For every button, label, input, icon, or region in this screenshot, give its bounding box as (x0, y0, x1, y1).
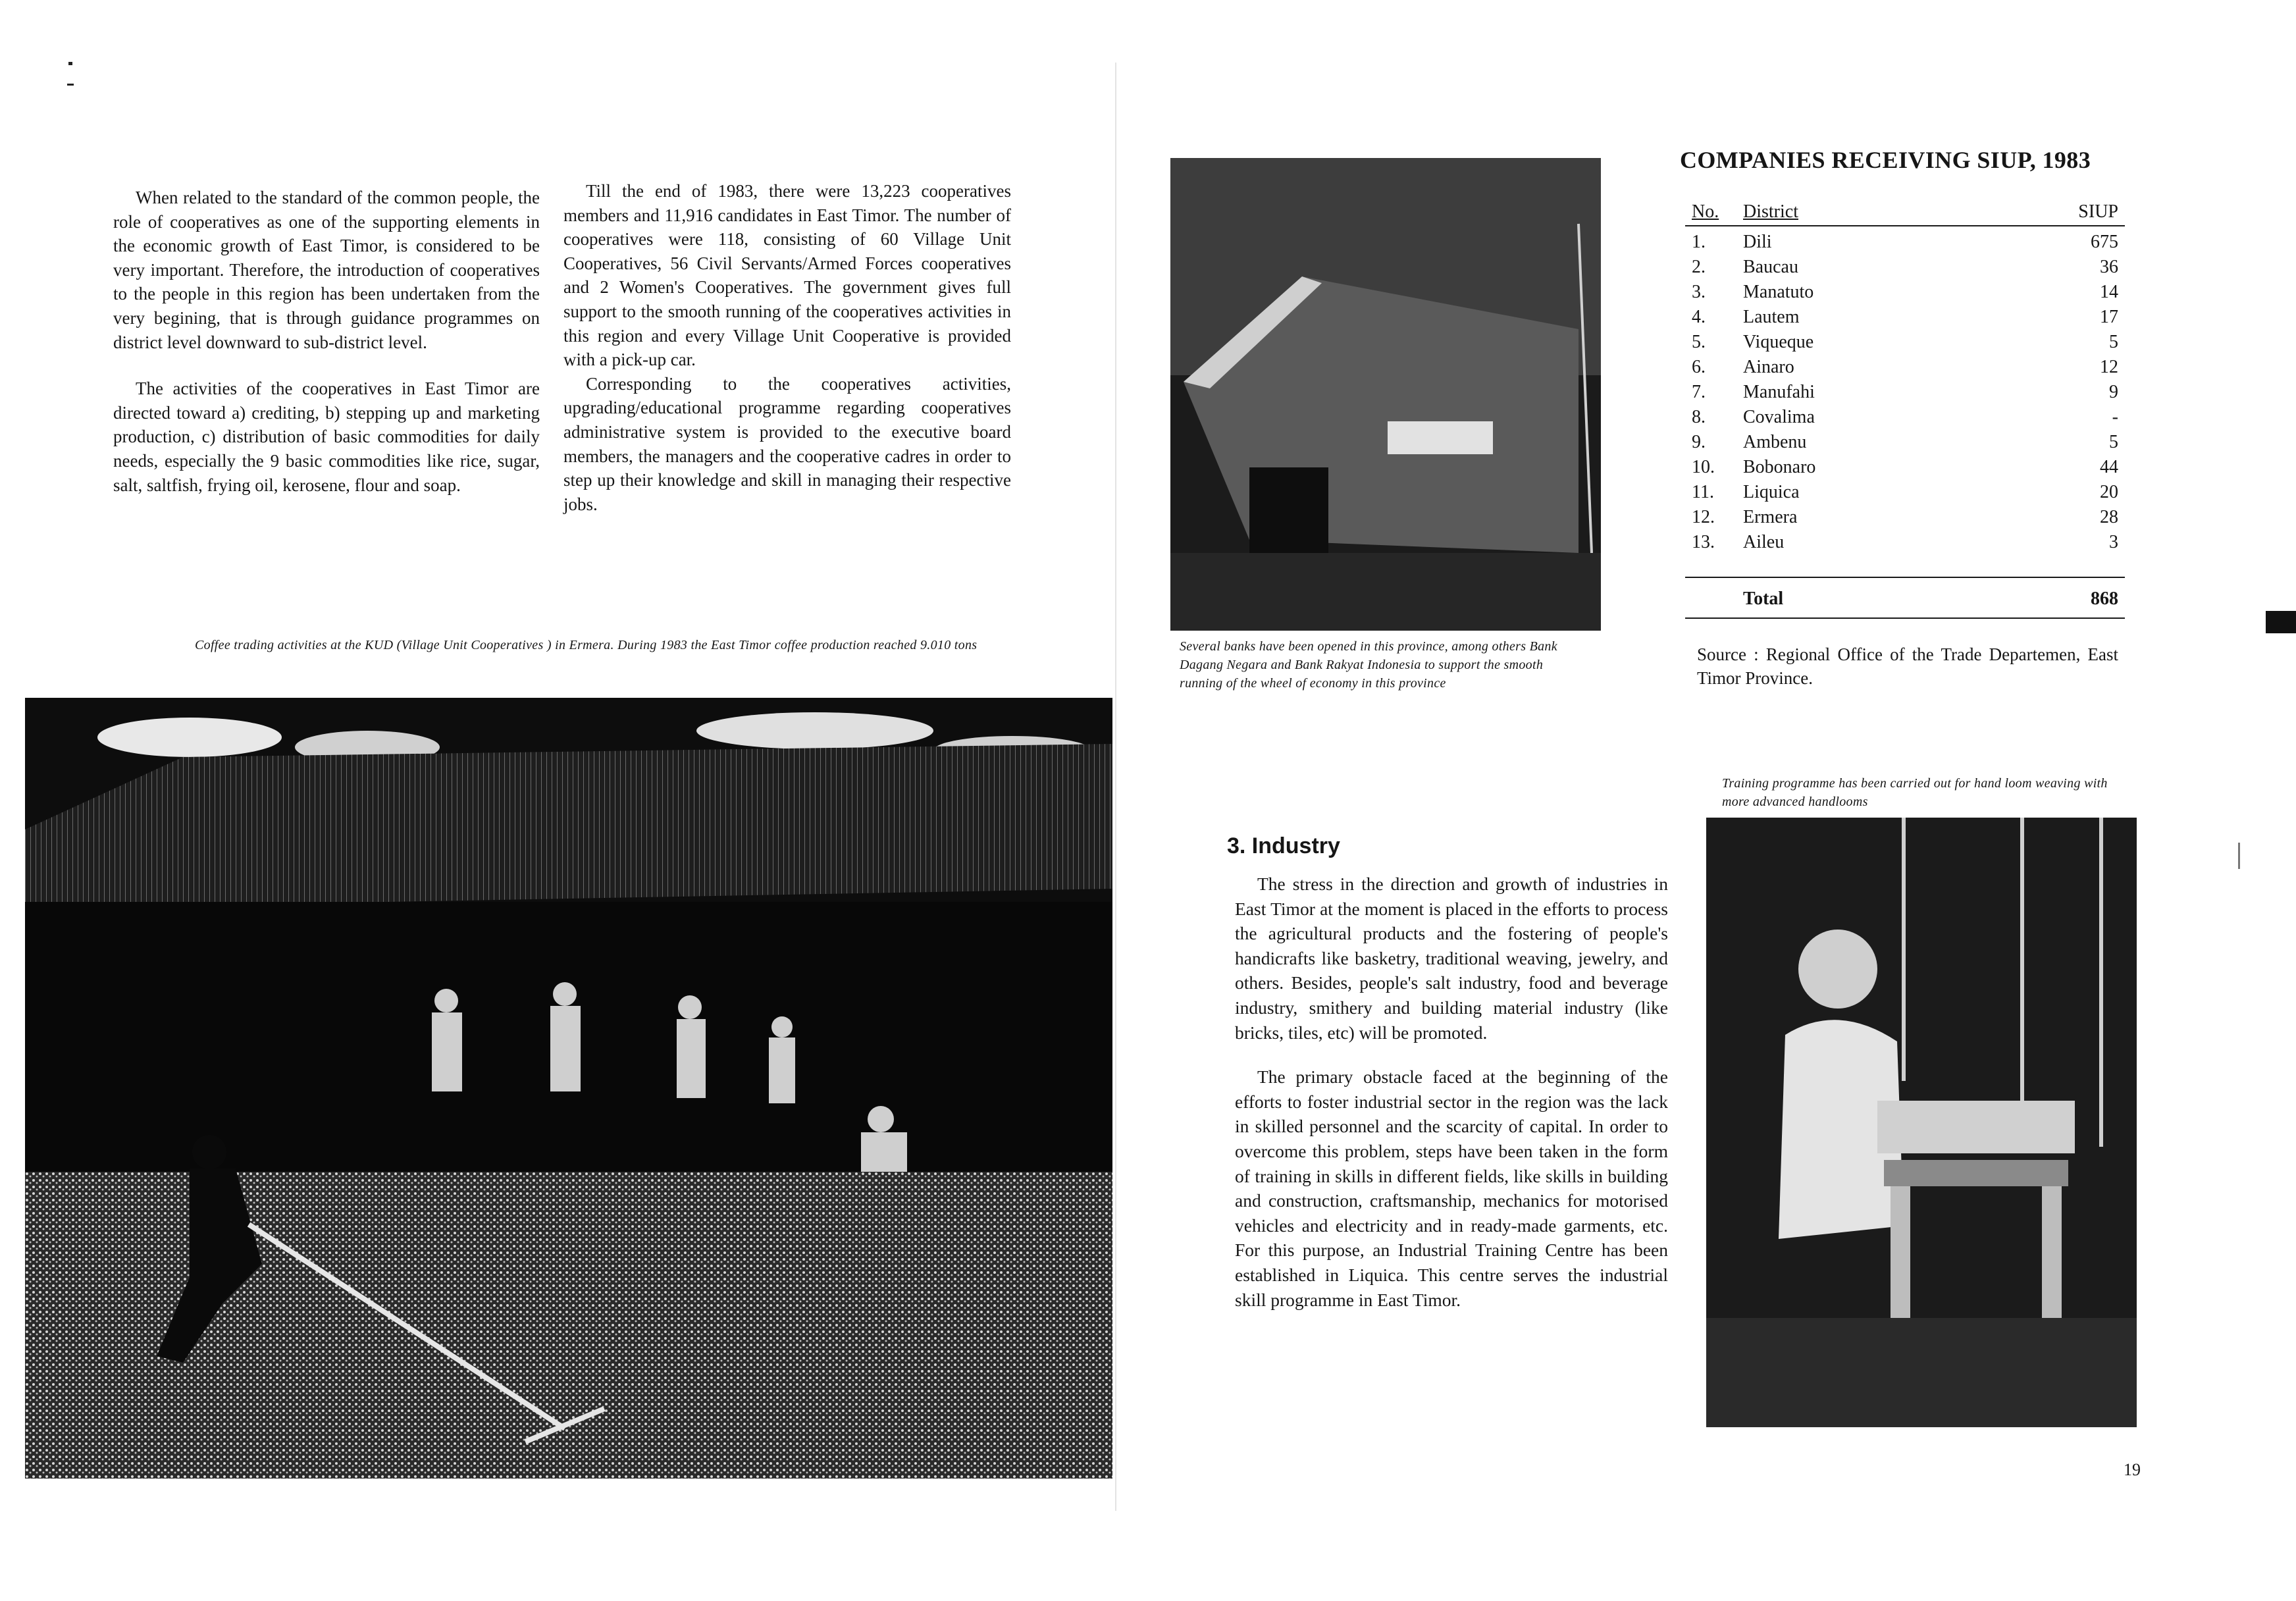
gutter-line (1115, 63, 1116, 1511)
row-no: 12. (1692, 507, 1715, 527)
left-column-2 (563, 179, 1011, 538)
scan-mark (68, 62, 72, 65)
total-rule-bottom (1685, 617, 2125, 619)
total-rule-top (1685, 577, 2125, 578)
table-row (1685, 257, 2125, 282)
paragraph: Corresponding to the cooperatives activities, upgrading/educational programme regarding cooperatives administrative system is provided to the executive board members, the managers and the cooperative cadres in order to step up their knowledge and skill in managing their respective jobs. (563, 373, 1011, 514)
table-row (1685, 407, 2125, 432)
row-no: 9. (1692, 432, 1706, 452)
row-no: 3. (1692, 282, 1706, 302)
table-row (1685, 382, 2125, 407)
row-value: 20 (2100, 482, 2118, 502)
row-no: 8. (1692, 407, 1706, 427)
row-value: 28 (2100, 507, 2118, 527)
row-value: 9 (2109, 382, 2118, 402)
row-value: 5 (2109, 432, 2118, 452)
row-district: Bobonaro (1743, 457, 1816, 477)
table-row (1685, 357, 2125, 382)
table-row (1685, 232, 2125, 257)
row-value: 675 (2091, 232, 2118, 252)
header-no: No. (1692, 201, 1719, 222)
coffee-trading-photo (25, 698, 1112, 1479)
coffee-photo-caption: Coffee trading activities at the KUD (Village Unit Cooperatives ) in Ermera. During 1983 the East Timor coffee production reached 9.010 tons (195, 638, 978, 652)
left-column-1 (113, 186, 540, 519)
table-row (1685, 482, 2125, 507)
scan-mark (2238, 843, 2240, 869)
row-no: 1. (1692, 232, 1706, 252)
bank-building-photo (1170, 158, 1601, 631)
row-value: 5 (2109, 332, 2118, 352)
section-heading-industry: 3. Industry (1227, 833, 1340, 858)
row-district: Manatuto (1743, 282, 1814, 302)
table-row (1685, 432, 2125, 457)
row-district: Aileu (1743, 532, 1785, 552)
row-value: 36 (2100, 257, 2118, 277)
row-district: Covalima (1743, 407, 1815, 427)
scan-mark (67, 84, 74, 86)
row-value: 14 (2100, 282, 2118, 302)
row-no: 5. (1692, 332, 1706, 352)
table-total-row (1685, 589, 2125, 614)
row-value: 17 (2100, 307, 2118, 327)
scan-mark (2266, 611, 2296, 633)
row-no: 13. (1692, 532, 1715, 552)
table-row (1685, 532, 2125, 557)
weaving-photo-caption: Training programme has been carried out for hand loom weaving with more advanced handlooms (1722, 776, 2108, 809)
header-siup: SIUP (2078, 201, 2118, 222)
total-value: 868 (2091, 589, 2118, 609)
row-district: Viqueque (1743, 332, 1814, 352)
header-rule (1685, 225, 2125, 226)
bank-photo-caption: Several banks have been opened in this province, among others Bank Dagang Negara and Bank Rakyat Indonesia to support the smooth running of the wheel of economy in this province (1180, 639, 1557, 691)
row-district: Dili (1743, 232, 1772, 252)
row-no: 2. (1692, 257, 1706, 277)
row-value: 12 (2100, 357, 2118, 377)
siup-table (1685, 196, 2125, 624)
paragraph: The primary obstacle faced at the beginning of the efforts to foster industrial sector in the region was the lack in skilled personnel and the scarcity of capital. In order to overcome this problem, steps have been taken in the form of training in skills in different fields, like skills in building and construction, craftsmanship, mechanics for motorised vehicles and electricity and in ready-made garments, etc. For this purpose, an Industrial Training Centre has been established in Liquica. This centre serves the industrial skill programme in East Timor. (1235, 1066, 1668, 1310)
table-row (1685, 507, 2125, 532)
header-district: District (1743, 201, 1798, 222)
row-no: 11. (1692, 482, 1714, 502)
row-district: Manufahi (1743, 382, 1815, 402)
row-no: 4. (1692, 307, 1706, 327)
paragraph: Till the end of 1983, there were 13,223 cooperatives members and 11,916 candidates in East Timor. The number of cooperatives were 118, consisting of 60 Village Unit Cooperatives, 56 Civil Servants/Armed Forces cooperatives and 2 Women's Cooperatives. The government gives full support to the smooth running of the cooperatives activities in this region and every Village Unit Cooperative is provided with a pick-up car. (563, 181, 1011, 370)
table-header (1685, 201, 2125, 226)
table-row (1685, 282, 2125, 307)
total-label: Total (1743, 589, 1784, 609)
row-district: Ermera (1743, 507, 1798, 527)
row-district: Baucau (1743, 257, 1798, 277)
row-no: 10. (1692, 457, 1715, 477)
row-district: Ambenu (1743, 432, 1807, 452)
row-value: 3 (2109, 532, 2118, 552)
table-row (1685, 332, 2125, 357)
paragraph: The activities of the cooperatives in East Timor are directed toward a) crediting, b) stepping up and marketing production, c) distribution of basic commodities for daily needs, especially the 9 basic commodities like rice, sugar, salt, saltfish, frying oil, kerosene, flour and soap. (113, 379, 540, 495)
row-no: 6. (1692, 357, 1706, 377)
row-district: Ainaro (1743, 357, 1794, 377)
page-number: 19 (2124, 1460, 2141, 1479)
table-row (1685, 457, 2125, 482)
loom-weaving-photo (1706, 818, 2137, 1427)
table-source: Source : Regional Office of the Trade Departemen, East Timor Province. (1697, 644, 2118, 688)
table-row (1685, 307, 2125, 332)
row-value: 44 (2100, 457, 2118, 477)
row-district: Liquica (1743, 482, 1800, 502)
paragraph: When related to the standard of the common people, the role of cooperatives as one of the supporting elements in the economic growth of East Timor, is considered to be very important. Therefore, the introduction of cooperatives to the people in this region has been undertaken from the very begining, that is through guidance programmes on district level downward to sub-district level. (113, 188, 540, 352)
siup-table-title: COMPANIES RECEIVING SIUP, 1983 (1680, 147, 2091, 173)
row-value: - (2112, 407, 2118, 427)
paragraph: The stress in the direction and growth of industries in East Timor at the moment is placed in the efforts to process the agricultural products and the fostering of people's handicrafts like basketry, traditional weaving, jewelry, and others. Besides, people's salt industry, food and beverage industry, smithery and building material industry (like bricks, tiles, etc) will be promoted. (1235, 874, 1668, 1043)
industry-column (1235, 872, 1668, 1334)
row-no: 7. (1692, 382, 1706, 402)
row-district: Lautem (1743, 307, 1800, 327)
